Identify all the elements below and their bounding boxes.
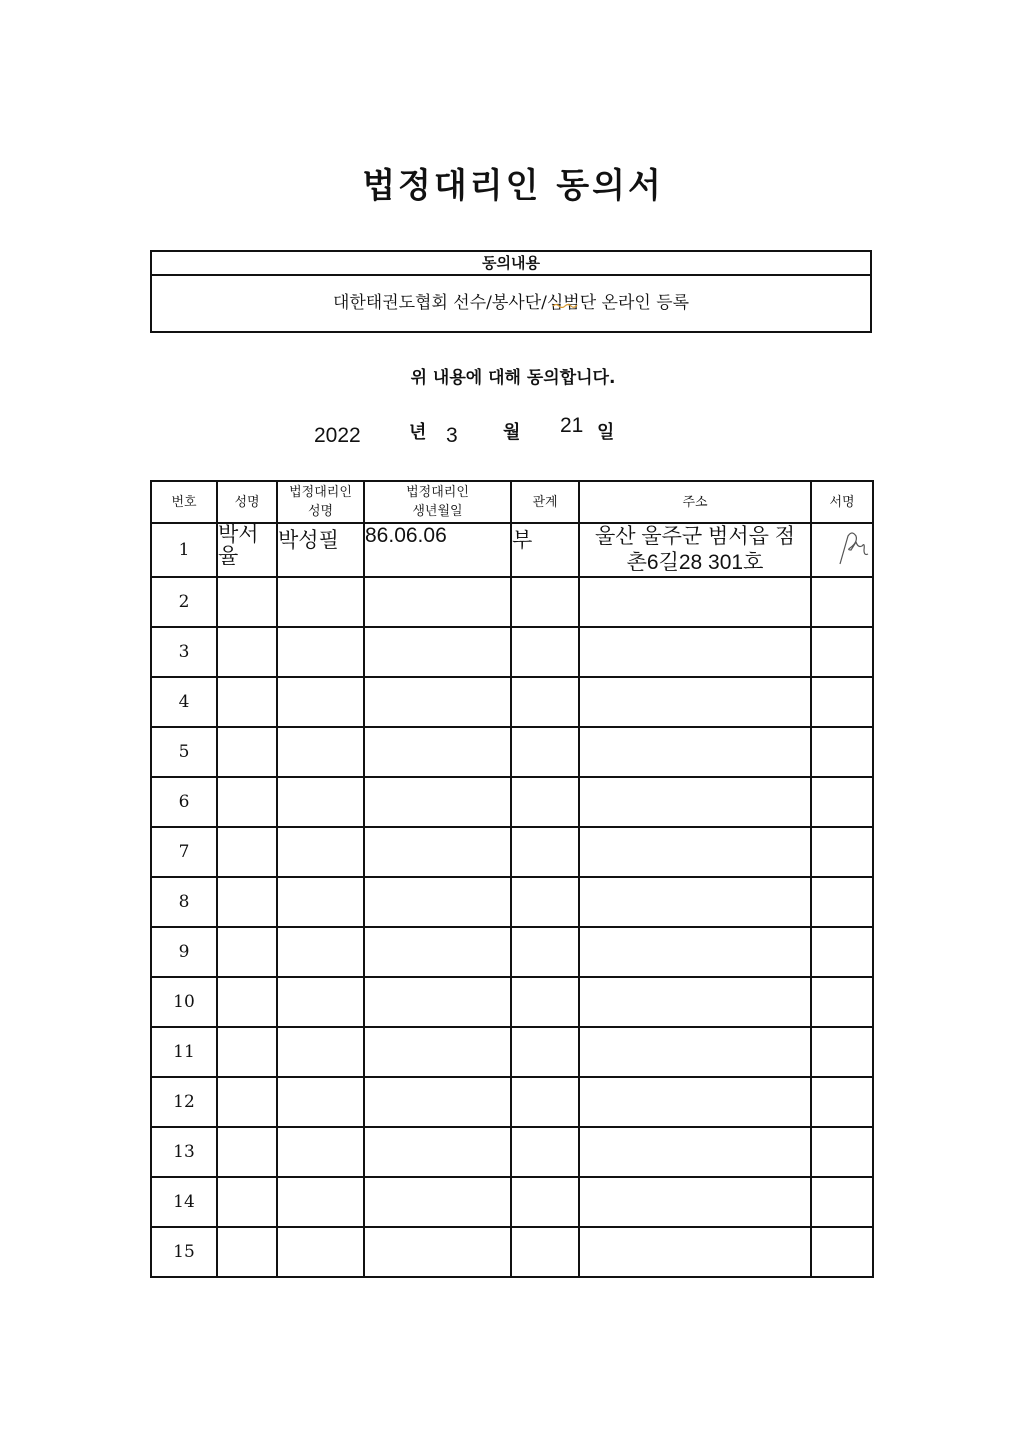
header-guardian-name-line2: 성명 (307, 504, 334, 519)
table-row (151, 977, 873, 1027)
row-guardian-birth (364, 677, 511, 727)
row-guardian-name (277, 927, 364, 977)
row-name (217, 827, 277, 877)
header-guardian-name-line1: 법정대리인 (289, 485, 352, 500)
row-relation (511, 1227, 579, 1277)
row-no: 6 (151, 777, 217, 827)
row-guardian-name (277, 677, 364, 727)
row-name (217, 1077, 277, 1127)
row-no: 1 (151, 523, 217, 577)
row-guardian-name (277, 727, 364, 777)
row-address (579, 1127, 811, 1177)
row-name (217, 1227, 277, 1277)
table-row (151, 927, 873, 977)
row-no: 8 (151, 877, 217, 927)
header-signature: 서명 (811, 481, 873, 523)
row-guardian-name (277, 827, 364, 877)
row-signature (811, 577, 873, 627)
row-signature (811, 977, 873, 1027)
row-address (579, 1227, 811, 1277)
row-guardian-birth (364, 727, 511, 777)
row-signature (811, 777, 873, 827)
row-name (217, 677, 277, 727)
row-guardian-name (277, 1127, 364, 1177)
consent-content: 대한태권도협회 선수/봉사단/심범단 온라인 등록 (332, 293, 690, 313)
table-row (151, 1177, 873, 1227)
row-guardian-name: 박성필 (277, 523, 364, 577)
row-address (579, 1077, 811, 1127)
row-name-line2: 율 (218, 545, 239, 568)
row-address (579, 927, 811, 977)
row-name (217, 877, 277, 927)
row-guardian-name (277, 877, 364, 927)
table-header-row (151, 481, 873, 523)
row-relation (511, 577, 579, 627)
header-relation: 관계 (511, 481, 579, 523)
row-guardian-name (277, 1177, 364, 1227)
row-guardian-birth (364, 827, 511, 877)
row-relation (511, 827, 579, 877)
row-signature (811, 827, 873, 877)
row-no: 2 (151, 577, 217, 627)
row-address-line1: 울산 울주군 범서읍 점 (594, 525, 796, 548)
row-address (579, 727, 811, 777)
row-no: 5 (151, 727, 217, 777)
row-no: 13 (151, 1127, 217, 1177)
row-address (579, 627, 811, 677)
row-signature (811, 1027, 873, 1077)
row-relation (511, 1077, 579, 1127)
table-row (151, 727, 873, 777)
table-row (151, 777, 873, 827)
row-signature (811, 627, 873, 677)
row-no: 12 (151, 1077, 217, 1127)
row-signature (811, 1177, 873, 1227)
row-guardian-birth (364, 1077, 511, 1127)
consent-box (150, 250, 872, 333)
table-row (151, 523, 873, 577)
row-relation (511, 777, 579, 827)
row-no: 3 (151, 627, 217, 677)
row-address (579, 1177, 811, 1227)
row-address (579, 827, 811, 877)
row-no: 9 (151, 927, 217, 977)
row-no: 7 (151, 827, 217, 877)
table-row (151, 627, 873, 677)
row-relation (511, 627, 579, 677)
row-signature (811, 877, 873, 927)
row-relation (511, 1177, 579, 1227)
row-relation (511, 1127, 579, 1177)
row-guardian-birth (364, 577, 511, 627)
row-name (217, 977, 277, 1027)
row-guardian-name (277, 1027, 364, 1077)
date-year: 2022 (314, 424, 361, 447)
header-no: 번호 (151, 481, 217, 523)
pen-mark-icon (552, 302, 578, 308)
row-name (217, 927, 277, 977)
row-guardian-name (277, 577, 364, 627)
table-row (151, 1127, 873, 1177)
row-address (579, 777, 811, 827)
row-guardian-birth (364, 927, 511, 977)
agree-statement: 위 내용에 대해 동의합니다. (410, 368, 616, 388)
row-name-line1: 박서 (218, 523, 259, 546)
header-guardian-birth-line1: 법정대리인 (406, 485, 469, 500)
table-row (151, 677, 873, 727)
row-guardian-name (277, 627, 364, 677)
row-no: 15 (151, 1227, 217, 1277)
row-address (579, 1027, 811, 1077)
row-address (579, 877, 811, 927)
row-address (579, 577, 811, 627)
row-relation (511, 677, 579, 727)
header-guardian-name (277, 481, 364, 523)
row-signature (811, 523, 873, 577)
table-row (151, 1227, 873, 1277)
row-name (217, 1127, 277, 1177)
row-address (579, 523, 811, 577)
table-row (151, 1077, 873, 1127)
row-name (217, 577, 277, 627)
row-relation: 부 (511, 523, 579, 577)
header-name: 성명 (217, 481, 277, 523)
row-relation (511, 977, 579, 1027)
table-row (151, 577, 873, 627)
row-relation (511, 727, 579, 777)
row-no: 11 (151, 1027, 217, 1077)
row-guardian-birth (364, 1177, 511, 1227)
header-guardian-birth (364, 481, 511, 523)
row-relation (511, 877, 579, 927)
row-guardian-birth (364, 777, 511, 827)
row-no: 4 (151, 677, 217, 727)
date-month-label: 월 (503, 422, 521, 443)
row-name (217, 1177, 277, 1227)
row-guardian-birth (364, 877, 511, 927)
row-name (217, 777, 277, 827)
row-guardian-name (277, 1227, 364, 1277)
row-name (217, 523, 277, 577)
table-row (151, 827, 873, 877)
row-no: 14 (151, 1177, 217, 1227)
row-guardian-birth: 86.06.06 (364, 523, 511, 577)
row-signature (811, 927, 873, 977)
row-name (217, 627, 277, 677)
row-no: 10 (151, 977, 217, 1027)
consent-header: 동의내용 (152, 252, 870, 276)
row-guardian-birth (364, 1027, 511, 1077)
row-guardian-name (277, 1077, 364, 1127)
date-month: 3 (446, 424, 458, 447)
row-guardian-name (277, 777, 364, 827)
row-signature (811, 1227, 873, 1277)
date-day: 21 (560, 414, 584, 437)
header-address: 주소 (579, 481, 811, 523)
row-address-line2: 촌6길28 301호 (626, 551, 764, 574)
row-signature (811, 1127, 873, 1177)
table-row (151, 1027, 873, 1077)
date-year-label: 년 (409, 422, 427, 443)
guardian-table (150, 480, 874, 1278)
row-signature (811, 727, 873, 777)
row-relation (511, 1027, 579, 1077)
row-guardian-birth (364, 1127, 511, 1177)
row-guardian-birth (364, 1227, 511, 1277)
row-signature (811, 677, 873, 727)
row-relation (511, 927, 579, 977)
table-row (151, 877, 873, 927)
row-address (579, 977, 811, 1027)
consent-content-wrap (152, 276, 870, 330)
row-signature (811, 1077, 873, 1127)
row-name (217, 1027, 277, 1077)
document-title: 법정대리인 동의서 (362, 166, 664, 206)
row-guardian-name (277, 977, 364, 1027)
header-guardian-birth-line2: 생년월일 (412, 504, 463, 519)
row-guardian-birth (364, 627, 511, 677)
date-day-label: 일 (597, 422, 615, 443)
signature-mark-icon (834, 528, 870, 568)
row-guardian-birth (364, 977, 511, 1027)
row-name (217, 727, 277, 777)
row-address (579, 677, 811, 727)
